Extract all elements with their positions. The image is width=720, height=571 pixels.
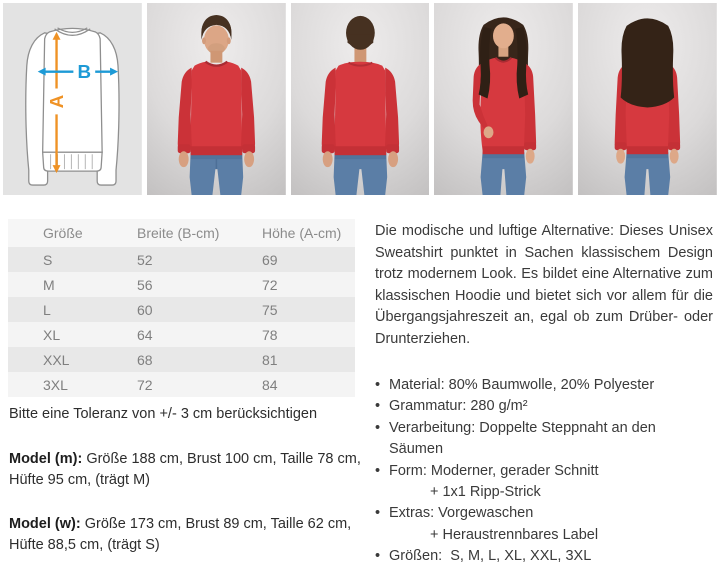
measure-a-label: A <box>46 94 68 109</box>
model-male-front-photo <box>147 3 286 195</box>
feature-text: • Verarbeitung: Doppelte Steppnaht an den Säumen <box>389 419 660 458</box>
size-cell: 84 <box>262 376 278 393</box>
description-section <box>375 221 713 568</box>
size-cell: M <box>43 276 55 293</box>
model-female-back-photo <box>578 3 717 195</box>
feature-item-material <box>375 375 713 396</box>
size-cell: L <box>43 301 51 318</box>
size-cell: 68 <box>137 351 153 368</box>
feature-item-grammatur <box>375 396 713 417</box>
size-cell: 78 <box>262 326 278 343</box>
model-female-front-thumbnail[interactable] <box>434 3 573 195</box>
tolerance-note: Bitte eine Toleranz von +/- 3 cm berücksichtigen <box>9 406 318 422</box>
model-female-label: Model (w): <box>9 516 81 532</box>
product-gallery <box>3 3 717 195</box>
feature-text: + 1x1 Ripp-Strick <box>430 484 541 501</box>
model-male-details: Größe 188 cm, Brust 100 cm, Taille 78 cm, Hüfte 95 cm, (trägt M) <box>9 451 361 488</box>
feature-text: + Heraustrennbares Label <box>430 526 599 543</box>
size-cell: 52 <box>137 251 153 268</box>
model-female-back-thumbnail[interactable] <box>578 3 717 195</box>
product-description: Die modische und luftige Alternative: Dieses Unisex Sweatshirt punktet in Sachen klassischem Design trotz modernem Look. Es bildet eine Alternative zum klassischen Hoodie und bietet sich vor allem für die Übergangsjahreszeit an, egal ob zum Drüber- oder Drunterziehen. <box>375 223 713 347</box>
feature-item-form <box>375 461 713 482</box>
feature-text: • Material: 80% Baumwolle, 20% Polyester <box>389 377 655 393</box>
size-cell: 72 <box>262 276 278 293</box>
size-table <box>8 219 355 397</box>
model-female-info <box>9 514 377 556</box>
size-cell: 75 <box>262 301 278 318</box>
size-row-s <box>8 247 355 272</box>
feature-text: • Grammatur: 280 g/m² <box>389 398 528 415</box>
size-cell: 60 <box>137 301 153 318</box>
col-header-hoehe: Höhe (A-cm) <box>227 219 355 247</box>
size-cell: 81 <box>262 351 278 368</box>
size-cell: 3XL <box>43 376 68 393</box>
size-diagram-thumbnail[interactable] <box>3 3 142 195</box>
size-cell: XXL <box>43 351 70 368</box>
feature-list <box>375 375 713 568</box>
feature-item-label <box>375 525 713 546</box>
size-cell: XL <box>43 326 61 343</box>
size-row-l <box>8 297 355 322</box>
feature-text: • Form: Moderner, gerader Schnitt <box>389 462 599 479</box>
feature-item-extras <box>375 503 713 524</box>
size-row-xxl <box>8 347 355 372</box>
model-female-front-photo <box>434 3 573 195</box>
size-cell: S <box>43 251 53 268</box>
size-cell: 56 <box>137 276 153 293</box>
size-table-header-row <box>8 219 355 247</box>
model-male-label: Model (m): <box>9 451 83 467</box>
model-male-info <box>9 449 377 491</box>
size-row-3xl <box>8 372 355 397</box>
size-cell: 69 <box>262 251 278 268</box>
model-female-details: Größe 173 cm, Brust 89 cm, Taille 62 cm, Hüfte 88,5 cm, (trägt S) <box>9 516 352 553</box>
size-cell: 72 <box>137 376 153 393</box>
col-header-groesse: Größe <box>8 219 102 247</box>
col-header-breite: Breite (B-cm) <box>102 219 227 247</box>
size-diagram-graphic <box>3 3 142 195</box>
model-male-back-thumbnail[interactable] <box>291 3 430 195</box>
size-table-section <box>8 219 355 397</box>
size-row-xl <box>8 322 355 347</box>
feature-item-verarbeitung <box>375 418 713 461</box>
feature-text: • Größen: S, M, L, XL, XXL, 3XL <box>389 548 592 565</box>
model-male-front-thumbnail[interactable] <box>147 3 286 195</box>
size-cell: 64 <box>137 326 153 343</box>
feature-item-ripp-strick <box>375 482 713 503</box>
feature-text: • Extras: Vorgewaschen <box>389 505 534 522</box>
model-male-back-photo <box>291 3 430 195</box>
measure-b-label: B <box>77 61 92 83</box>
feature-item-groessen <box>375 546 713 567</box>
size-row-m <box>8 272 355 297</box>
